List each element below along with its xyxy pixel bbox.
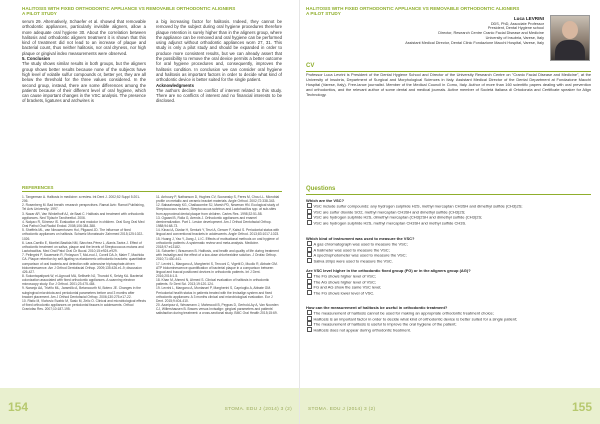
author-line: Director, Research Centre Cranio Facial Disease and Medicine [438, 31, 544, 36]
references-column-1 [22, 195, 146, 311]
reference-item: 4. Nalçacı R, Sönmez IS. Evaluation of oral malodor in children. Oral Surg Oral Med Oral Pathol Oral Radiol Endod. 2008;106:384-388. [22, 219, 145, 229]
body-column-1 [22, 19, 146, 104]
checkbox-empty-icon[interactable] [307, 279, 312, 284]
checkbox-empty-icon[interactable] [307, 316, 312, 321]
footer-band-right [300, 388, 600, 424]
footer-band-left [0, 388, 300, 424]
checkbox-empty-icon[interactable] [307, 203, 312, 208]
running-head-title: HALITOSIS WITH FIXED ORTHODONTIC APPLIANCE VS REMOVABLE ORTHODONTIC ALIGNERS [306, 6, 520, 11]
running-head-right [306, 6, 519, 17]
reference-item: 1. Tangerman A. Halitosis in medicine: a review. Int Dent J. 2002;52 Suppl 5:201-206. [22, 195, 141, 204]
answer-option-label: The AG shows higher level of VSC; [313, 279, 376, 285]
author-line: Assistant Medical Director, Dental Clinic Fondazione Macchi Hospital, Varese, Italy [405, 40, 544, 45]
section-heading-acknowledgments: Acknowledgments [156, 82, 194, 88]
author-line: University of Insubria, Varese, Italy [485, 35, 544, 40]
answer-option-label: Saliva strips were used to measure the VSC. [313, 258, 393, 264]
question-block-2 [306, 236, 591, 264]
answer-option-label: A halimeter was used to measure the VSC; [313, 247, 390, 253]
reference-item: 18. Khan M, Ahmed N, Ahmed S. Clinical evaluation of halitosis in orthodontic patients. Sr Dent Sci. 2013;19:120-124. [156, 278, 270, 287]
reference-item: 16. Schaefer I, Braumann B. Halitosis, oral health and quality of life during treatment with Invisalign and the effect of a low-dose chlorhexidine solution. J Orofac Orthop. 2010;71:430-441. [156, 249, 279, 262]
running-head-title: HALITOSIS WITH FIXED ORTHODONTIC APPLIANCE VS REMOVABLE ORTHODONTIC ALIGNERS [22, 6, 236, 11]
checkbox-empty-icon[interactable] [307, 321, 312, 326]
checkbox-empty-icon[interactable] [307, 209, 312, 214]
checkbox-empty-icon[interactable] [307, 284, 312, 289]
reference-item: 15. Huang J, Yao Y, Jiang J, Li C. Effects of motivational methods on oral hygiene of orthodontic patients: A systematic review and meta-analysis. Medicine. 2018;97:e13182. [156, 236, 279, 249]
answer-option-label: Halitosis is an important factor in order to decide what kind of orthodontic device is better suited for a single patient; [313, 316, 518, 322]
answer-option[interactable] [306, 220, 591, 226]
answer-option-label: VSC are hydrogen sulphide H2S, dimethyl mercaptan (CH3)2SH and dimethyl sulfide (CH3)2S; [313, 215, 483, 221]
answer-option-label: The FG shows lower level of VSC. [313, 290, 375, 296]
author-photo-face [562, 21, 578, 39]
reference-item: 17. Levrini L, Mangano A, Margherini S, Tenconi C, Vigetti D, Muollo R, Abbate GM. ATP bioluminescence quantification of bacterial plaque in a comparison between lingual and buccal positioned devices in orthodontic patients. Int J Dent. 2016;2016:1-5. [156, 261, 278, 278]
answer-option-label: VSC are hydrogen sulphide H2S, methyl mercaptan CH3SH and methyl sulfide CH3S. [313, 220, 467, 226]
reference-item: 3. Nazar AR, Van Winkelhoff AJ, de Baat C. Halitosis and treatment with orthodontic appliances. Ned Tijdschr Tandheelkd. 2006. [22, 211, 145, 220]
answer-option[interactable] [306, 258, 591, 264]
author-line: President, Dental Hygiene school [487, 26, 544, 31]
reference-item: 8. Sukontapatipark W, el-Agroudi MA, Selliseth NJ, Thunold K, Selvig KA. Bacterial colonization associated with fixed orthodontic appliances. A scanning electron microscopy study. Eur J Orthod. 2001;23:475-484. [22, 273, 143, 287]
section-heading-conclusion: 5. Conclusion [22, 56, 51, 62]
body-paragraph: a big increasing factor for halitosis. Indeed, they cannot be removed by the subject during oral hygiene procedures therefore plaque retention is surely higher than in the aligners group, where the appliance can be removed and oral hygiene can be performed using adjunct without orthodontic appliances worn 27, 31. This study is only a pilot study and should be expanded in order to produce more consistent results, but we can already assert that the possibility to remove the oral device permits a better outcome for oral hygiene procedures and, consequently, improves the halitosis condition. In conclusion we can consider oral hygiene and halitosis as important factors in order to decide what kind of orthodontic device is better suited for the single patient. [156, 19, 282, 83]
reference-item: 19. Levrini L, Mangano A, Montanari P, Margherini S, Caprioglio A, Abbate GM. Periodontal health status in patients treated with the Invisalign system and fixed orthodontic appliances: A 3 months clinical and microbiological evaluation. Eur J Dent. 2015;9:404-410. [156, 286, 273, 303]
author-photo-body [555, 40, 585, 60]
body-paragraph: The authors declare no conflict of interest related to this study. There are no conflicts of interest and no financial interests to be disclosed. [156, 87, 282, 104]
checkbox-empty-icon[interactable] [307, 247, 312, 252]
question-block-3 [306, 268, 591, 296]
reference-item: 12. Babaahmady KG, Challacombe SJ, Marsh PD, Newman HN. Ecological study of Streptococcus mutans, Streptococcus sobrinus and Lactobacillus spp. at sub-sites from approximal dental plaque from children. Caries Res. 1998;32:51-58. [156, 203, 279, 216]
answer-option-label: FG and AG show the same VSC level; [313, 285, 382, 291]
answer-option-label: The measurement of halitosis cannot be used for making an appropriate orthodontic treatment choice; [313, 310, 494, 316]
answer-option[interactable] [306, 290, 591, 296]
body-column-2 [156, 19, 282, 104]
answer-option-label: VSC are sulfur dioxide SO2, methyl mercaptan CH3SH and dimethyl sulfide (CH3)2S; [313, 209, 466, 215]
page-number-right: 155 [571, 400, 592, 414]
author-photo [550, 15, 590, 61]
question-text: Which are the VSC? [306, 198, 345, 203]
running-head-left [22, 6, 235, 17]
answer-option-label: VSC include sulfur compounds: any hydrogen sulphide H2S, methyl mercaptan CH3SH and dimethyl sulfide (CH3)2S; [313, 203, 523, 209]
checkbox-empty-icon[interactable] [307, 220, 312, 225]
reference-item: 5. Sheffels ML, van Nieuwenhoven Hol, Pilgaard JD. The influence of fixed orthodontic appliances on halitosis. Schweiz Monatsschr Zahnmed 2015;125:1022-1026. [22, 228, 144, 241]
checkbox-empty-icon[interactable] [307, 273, 312, 278]
reference-item: 10. Ristic M, Vlahovic Svabic M, Sasic M, Zelic O. Clinical and microbiological effects of fixed orthodontic appliances on periodontal tissues in adolescents. Orthod Craniofac Res. 2007;10:187-195. [22, 298, 146, 312]
checkbox-empty-icon[interactable] [307, 310, 312, 315]
author-affiliation [306, 17, 544, 45]
right-page [300, 0, 600, 424]
answer-option-label: The FG shows higher level of VSC; [313, 273, 376, 279]
checkbox-empty-icon[interactable] [307, 214, 312, 219]
answer-option-label: A spectrophotometer was used to measure the VSC; [313, 253, 407, 259]
references-column-2 [156, 195, 280, 316]
reference-item: 14. Kinaci A, Dizdar H, Senturk Y, Terzi A, Gencer F, Kabul S. Periodontal status with lingual and conventional brackets in adolescents. Angle Orthod. 2013;83:1017-1023. [156, 228, 280, 237]
checkbox-empty-icon[interactable] [307, 327, 312, 332]
body-paragraph: serum 29. Alternatively, Schaefer et al. showed that removable orthodontic appliances, particularly invisible aligners, allow a more adequate oral hygiene 30. About the correlation between halitosis and orthodontic aligners treatment it is shown that this kind of treatment did not lead to an increase of plaque and bacterial count, thus neither halitosis, nor oral dryness, nor high plaque or gingival index measurements were observed. [22, 19, 146, 56]
question-text: How can the measurement of halitosis be useful in orthodontic treatment? [306, 305, 448, 310]
reference-item: 20. Azaripour A, Weusmann J, Mahmoodi B, Peppas D, Gerhold-Ay A, Van Noorden CJ, Willershausen B. Braces versus Invisalign: gingival parameters and patients' satisfaction during treatment: a cross-sectional study. BMC Oral Health 2015;15:69. [156, 303, 279, 316]
page-number-left: 154 [8, 400, 29, 414]
reference-item: 9. Naranjo AA, Triviño ML, Jaramillo A, Betancourth M, Botero JE. Changes in the subgingival microbiota and periodontal parameters before and 3 months after bracket placement. Am J Orthod Dentofacial Orthop. 2006;130:275.e17-22. [22, 286, 141, 299]
reference-item: 6. Lara-Carrillo E, Montiel-Bastida NM, Sánchez-Pérez L, Alanís-Tavira J. Effect of orthodontic treatment on saliva, plaque and the levels of Streptococcus mutans and Lactobacillus. Med Oral Patol Oral Cir Bucal. 2010;15:e924-e929. [22, 240, 144, 254]
running-head-subtitle: A PILOT STUDY [22, 11, 57, 17]
answer-option-label: A gas chromatograph was used to measure the VSC; [313, 241, 408, 247]
questions-rule [306, 194, 591, 195]
journal-footer-right: STOMA. EDU J (2014) 3 (2) [308, 407, 376, 412]
question-text: Which kind of instrument was used to measure the VSC? [306, 236, 415, 241]
body-paragraph: The study shows similar results in both groups, but the aligners group shows better results because none of the subjects have high level of volatile sulfur compounds or, better yet, they are all below the threshold for the three values considered. In the second group, instead, there are some differences among the patients because of their different level of oral hygiene, which can cause important changes in the VSC analysis. The presence of brackets, ligatures and archwires is [22, 61, 146, 104]
journal-footer-left: STOMA. EDU J (2014) 3 (2) [224, 407, 292, 412]
questions-heading: Questions [306, 186, 336, 192]
references-rule [22, 191, 282, 192]
checkbox-empty-icon[interactable] [307, 290, 312, 295]
question-block-1 [306, 198, 591, 226]
running-head-subtitle: A PILOT STUDY [306, 11, 341, 17]
checkbox-empty-icon[interactable] [307, 252, 312, 257]
checkbox-empty-icon[interactable] [307, 258, 312, 263]
answer-option-label: The measurement of halitosis is useful to improve the oral hygiene of the patient; [313, 322, 457, 328]
references-heading: REFERENCES [22, 185, 54, 190]
reference-item: 13. Ogaard B, Rolla G, Arends J. Orthodontic appliances and enamel demineralization. Part 1. Lesion development. Am J Orthod Dentofacial Orthop. 1988;94:68-73. [156, 215, 272, 229]
answer-option[interactable] [306, 327, 591, 333]
author-line: DDS, PhD, Associate Professor [490, 21, 544, 26]
question-text: Are VSC level higher in the orthodontic fixed group (FG) or in the aligners group (AG)? [306, 268, 471, 273]
cv-heading: CV [306, 63, 315, 69]
reference-item: 2. Rosenberg M. Bad breath: research perspectives. Ramat Aviv: Ramot Publishing, Tel Aviv University; 1997. [22, 203, 145, 212]
reference-item: 11. Anhoury P, Nathanson D, Hughes CV, Socransky S, Feres M, Chou LL. Microbial profile on metallic and ceramic bracket materials. Angle Orthod. 2002;72:338-343. [156, 195, 280, 204]
answer-option-label: Halitosis does not appear during orthodontic treatment. [313, 327, 411, 333]
question-block-4 [306, 305, 591, 333]
checkbox-empty-icon[interactable] [307, 241, 312, 246]
author-name: Luca LEVRINI [513, 16, 544, 21]
reference-item: 7. Pellegrini P, Sauerwein R, Finlayson T, McLeod J, Covell DA Jr, Maier T, Machida CA. Plaque retention by self-ligating vs elastomeric orthodontic brackets: quantitative comparison of oral bacteria and detection with adenosine triphosphate-driven bioluminescence. Am J Orthod Dentofacial Orthop. 2009;135:426.e1-9; discussion 426-427. [22, 253, 146, 274]
cv-paragraph: Professor Luca Levrini is President of the Dental Hygiene School and Director of the University Research Centre on "Cranio Facial Disease and Medicine", at the University of Insubria, Department of Surgical and Morphological Sciences in Italy. Assistant Medical Director of the Dental Department at Fondazione Macchi Hospital (Varese, Italy). Free-lance journalist. Member of the Medical Council in Como, Italy. Author of more than 160 scientific papers dealing with oral prevention and orthodontics, and the relevant author of some dental and medical journals. Active member of Società Italiana di Ortodonzia and Certificate speaker for Align Technology. [306, 72, 591, 97]
